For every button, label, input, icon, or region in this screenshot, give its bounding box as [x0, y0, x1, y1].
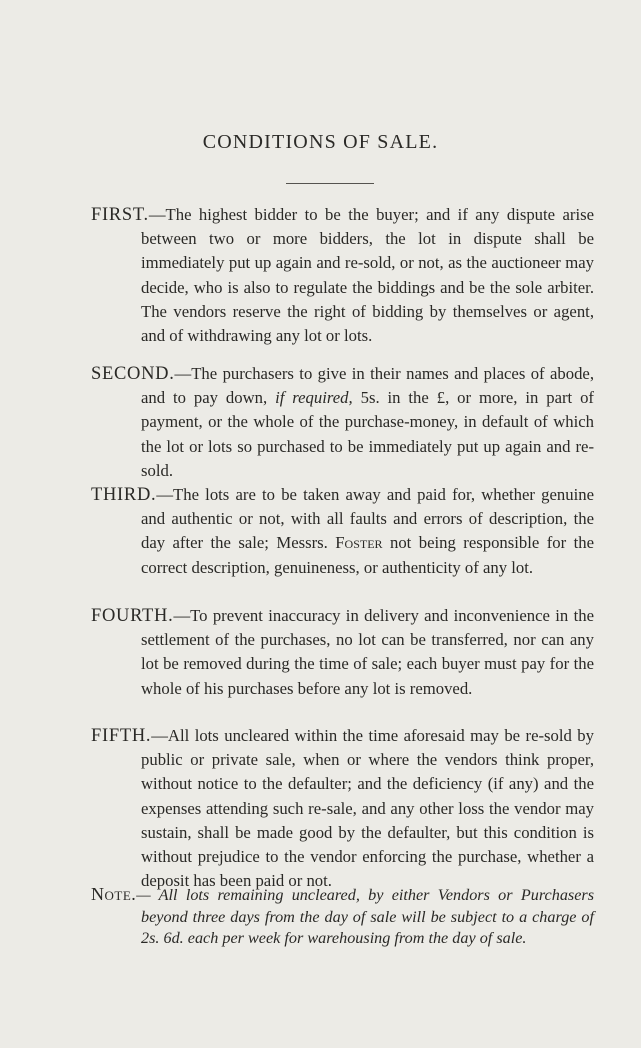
clause-fourth-head: FOURTH. — [91, 605, 174, 626]
clause-second-head: SECOND. — [91, 363, 175, 384]
clause-fifth — [91, 724, 594, 894]
title-rule — [286, 183, 374, 184]
note — [91, 884, 594, 950]
clause-third-name: Foster — [335, 533, 383, 553]
clause-fifth-text: —All lots uncleared within the time aforesaid may be re-sold by public or private sale, when or where the vendors think proper, without notice to the defaulter; and the deficiency (if any) and the expenses attending such re-sale, and any other loss the vendor may sustain, shall be made good by the defaulter, but this condition is without prejudice to the vendor enforcing the purchase, whether a deposit has been paid or not. — [141, 725, 594, 891]
clause-second — [91, 362, 594, 483]
clause-third — [91, 483, 594, 580]
clause-third-text-a: —The lots are to be taken away and paid for, whether genuine and authentic or not, with all faults and errors of description, the day after the sale; Messrs. — [141, 484, 594, 553]
clause-third-text-b: not being responsible for the correct description, genuineness, or authenticity of any lot. — [141, 533, 594, 577]
clause-second-text-em: if required, — [275, 387, 353, 407]
clause-fourth-text: —To prevent inaccuracy in delivery and inconvenience in the settlement of the purchases, no lot can be transferred, nor can any lot be removed during the time of sale; each buyer must pay for the whole of his purchases before any lot is removed. — [141, 605, 594, 698]
clause-first-text: —The highest bidder to be the buyer; and if any dispute arise between two or more bidders, the lot in dispute shall be immediately put up again and re-sold, or not, as the auctioneer may decide, who is also to regulate the biddings and be the sole arbiter. The vendors reserve the right of bidding by themselves or agent, and of withdrawing any lot or lots. — [141, 204, 594, 346]
page-title: CONDITIONS OF SALE. — [202, 131, 439, 153]
clause-fifth-head: FIFTH. — [91, 725, 152, 746]
clause-first-head: FIRST. — [91, 204, 149, 225]
note-text: — All lots remaining uncleared, by either Vendors or Purchasers beyond three days from the day of sale will be subject to a charge of 2s. 6d. each per week for warehousing from the day of sale. — [136, 886, 594, 948]
clause-third-head: THIRD. — [91, 484, 157, 505]
clause-first — [91, 203, 594, 349]
note-head: Note. — [91, 884, 137, 905]
clause-fourth — [91, 604, 594, 701]
clause-second-text-b: 5s. in the £, or more, in part of payment, or the whole of the purchase-money, in default of which the lot or lots so purchased to be immediately put up again and re-sold. — [141, 387, 594, 480]
clause-second-text-a: —The purchasers to give in their names and places of abode, and to pay down, — [141, 363, 594, 407]
